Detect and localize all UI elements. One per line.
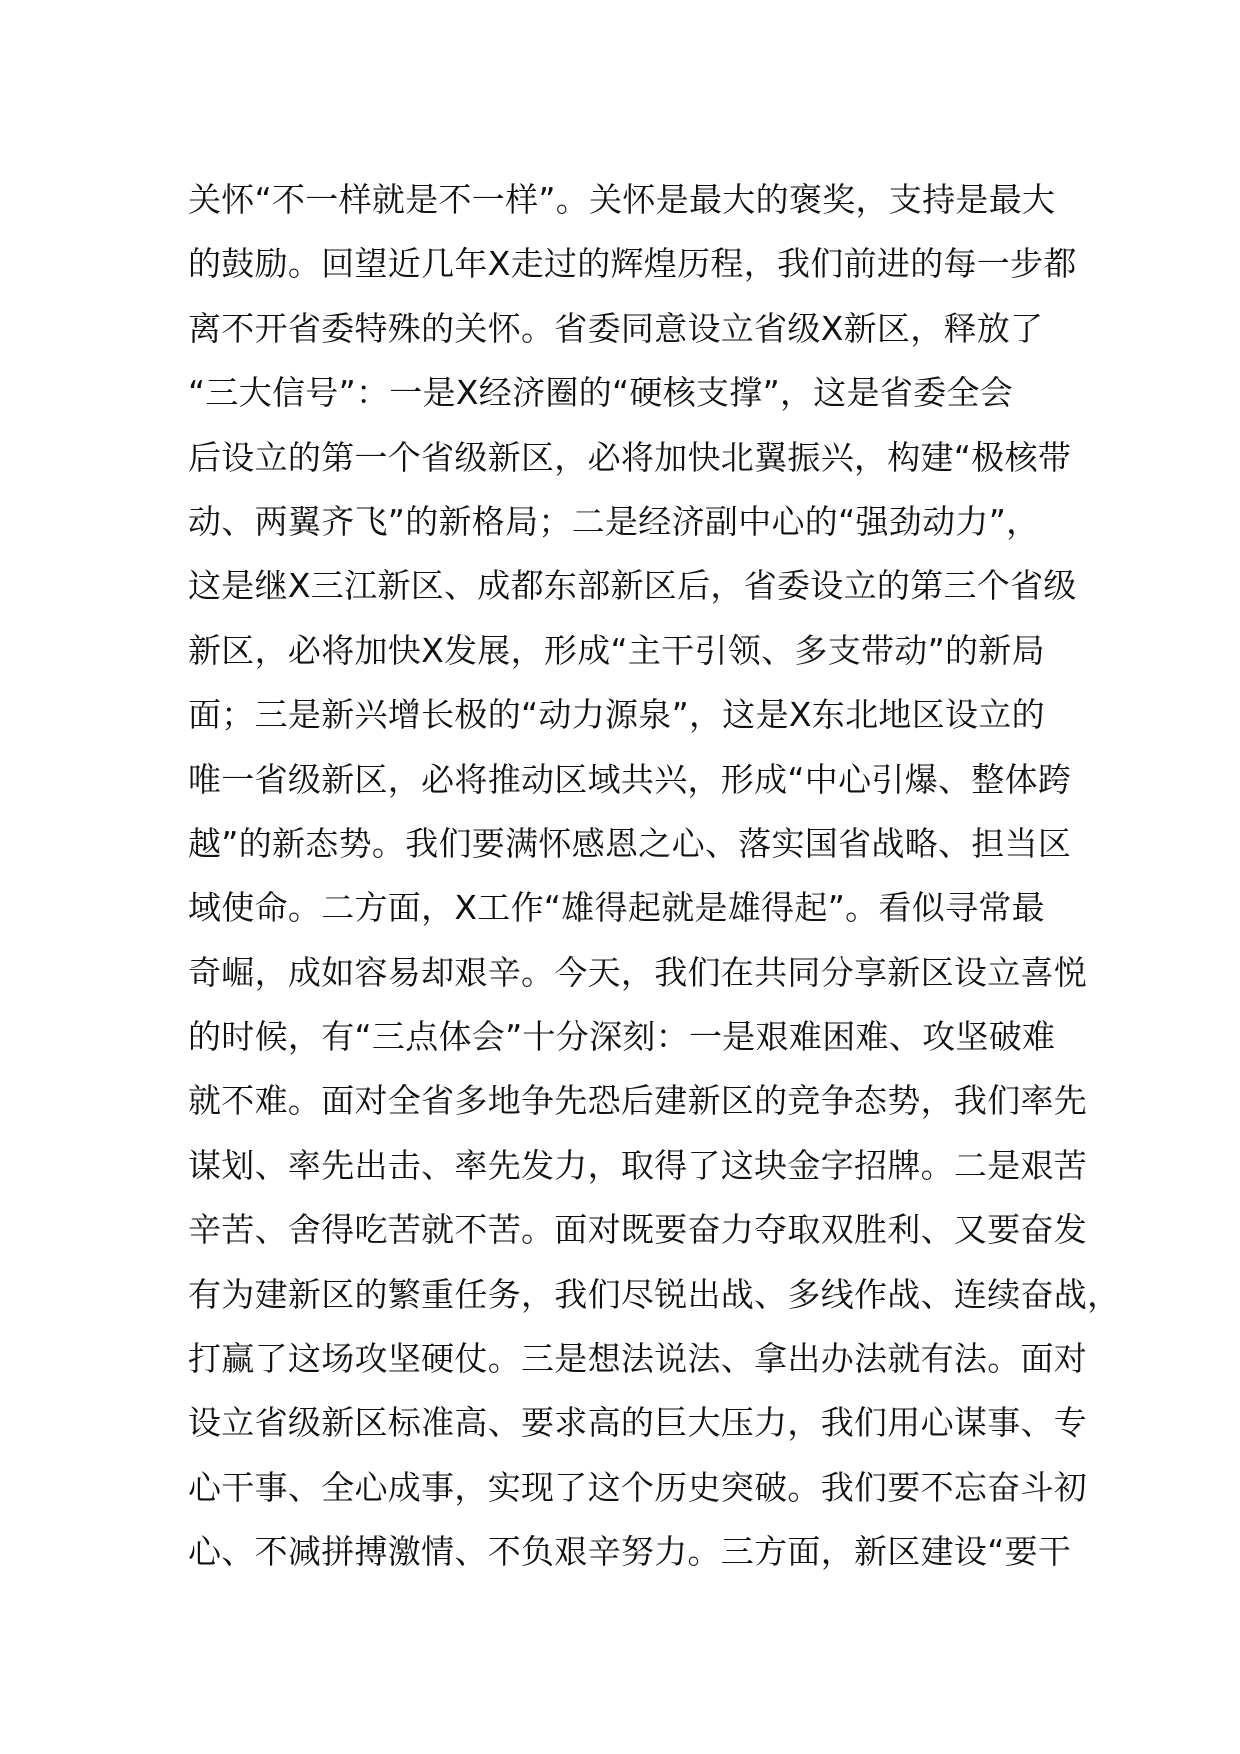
text-line: 域使命。二方面，X工作“雄得起就是雄得起”。看似寻常最 <box>188 888 1045 928</box>
text-line: 打赢了这场攻坚硬仗。三是想法说法、拿出办法就有法。面对 <box>188 1339 1088 1379</box>
text-line: 就不难。面对全省多地争先恐后建新区的竞争态势，我们率先 <box>188 1081 1088 1121</box>
body-paragraph <box>188 168 1121 1585</box>
text-line: 后设立的第一个省级新区，必将加快北翼振兴，构建“极核带 <box>188 437 1072 477</box>
text-line: 心、不减拼搏激情、不负艰辛努力。三方面，新区建设“要干 <box>188 1532 1072 1572</box>
text-line: 的鼓励。回望近几年X走过的辉煌历程，我们前进的每一步都 <box>188 244 1077 284</box>
text-line: 的时候，有“三点体会”十分深刻：一是艰难困难、攻坚破难 <box>188 1017 1056 1057</box>
text-line: 谋划、率先出击、率先发力，取得了这块金字招牌。二是艰苦 <box>188 1145 1088 1185</box>
text-line: 设立省级新区标准高、要求高的巨大压力，我们用心谋事、专 <box>188 1403 1088 1443</box>
text-line: “三大信号”：一是X经济圈的“硬核支撑”，这是省委全会 <box>188 373 1014 413</box>
text-line: 越”的新态势。我们要满怀感恩之心、落实国省战略、担当区 <box>188 823 1072 863</box>
text-line: 面；三是新兴增长极的“动力源泉”，这是X东北地区设立的 <box>188 695 1045 735</box>
text-line: 新区，必将加快X发展，形成“主干引领、多支带动”的新局 <box>188 630 1045 670</box>
text-line: 离不开省委特殊的关怀。省委同意设立省级X新区，释放了 <box>188 308 1044 348</box>
text-line: 动、两翼齐飞”的新格局；二是经济副中心的“强劲动力”， <box>188 501 1040 541</box>
text-line: 关怀“不一样就是不一样”。关怀是最大的褒奖，支持是最大 <box>188 180 1056 219</box>
text-line: 这是继X三江新区、成都东部新区后，省委设立的第三个省级 <box>188 566 1077 606</box>
text-line: 有为建新区的繁重任务，我们尽锐出战、多线作战、连续奋战， <box>188 1274 1121 1314</box>
text-line: 唯一省级新区，必将推动区域共兴，形成“中心引爆、整体跨 <box>188 759 1072 799</box>
text-line: 辛苦、舍得吃苦就不苦。面对既要奋力夺取双胜利、又要奋发 <box>188 1210 1088 1250</box>
text-line: 奇崛，成如容易却艰辛。今天，我们在共同分享新区设立喜悦 <box>188 952 1088 992</box>
text-line: 心干事、全心成事，实现了这个历史突破。我们要不忘奋斗初 <box>188 1467 1088 1507</box>
